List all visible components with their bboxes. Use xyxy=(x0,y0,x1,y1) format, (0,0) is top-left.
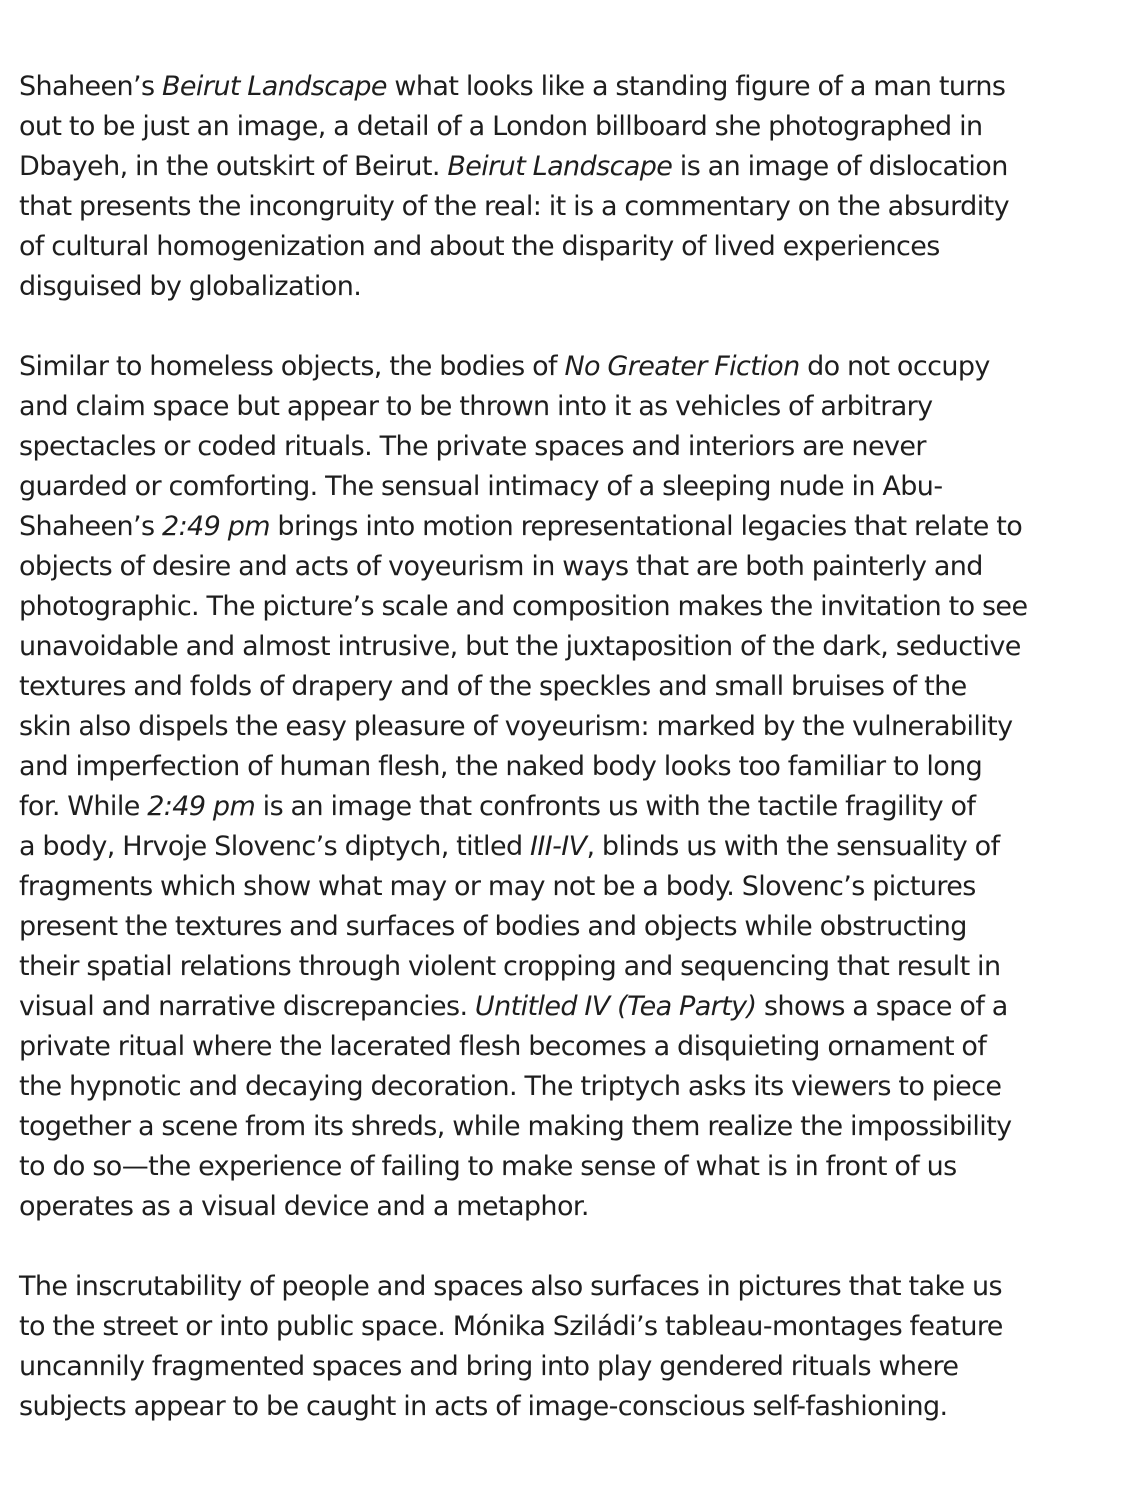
text-run: the hypnotic and decaying decoration. The triptych asks its viewers to piece xyxy=(19,1071,1002,1102)
text-line xyxy=(19,107,1113,147)
text-run: what looks like a standing figure of a man turns xyxy=(386,71,1006,102)
text-run: textures and folds of drapery and of the speckles and small bruises of the xyxy=(19,671,967,702)
text-run: private ritual where the lacerated flesh becomes a disquieting ornament of xyxy=(19,1031,987,1062)
text-run: unavoidable and almost intrusive, but the juxtaposition of the dark, seductive xyxy=(19,631,1021,662)
text-line xyxy=(19,667,1113,707)
text-run: together a scene from its shreds, while making them realize the impossibility xyxy=(19,1111,1012,1142)
text-run: visual and narrative discrepancies. xyxy=(19,991,475,1022)
text-line xyxy=(19,867,1113,907)
italic-title: III-IV xyxy=(529,831,587,862)
document-page xyxy=(19,67,1113,1467)
italic-title: Beirut Landscape xyxy=(161,71,387,102)
text-run: fragments which show what may or may not be a body. Slovenc’s pictures xyxy=(19,871,976,902)
text-run: is an image that confronts us with the tactile fragility of xyxy=(255,791,976,822)
text-line xyxy=(19,1147,1113,1187)
text-run: operates as a visual device and a metaphor. xyxy=(19,1191,589,1222)
text-line xyxy=(19,1067,1113,1107)
text-run: do not occupy xyxy=(799,351,990,382)
text-line xyxy=(19,787,1113,827)
italic-title: 2:49 pm xyxy=(161,511,270,542)
paragraph xyxy=(19,347,1113,1227)
paragraph xyxy=(19,67,1113,307)
text-run: brings into motion representational legacies that relate to xyxy=(269,511,1023,542)
text-line xyxy=(19,1347,1113,1387)
text-line xyxy=(19,587,1113,627)
italic-title: 2:49 pm xyxy=(147,791,256,822)
text-line xyxy=(19,67,1113,107)
text-run: of cultural homogenization and about the disparity of lived experiences xyxy=(19,231,940,262)
text-line xyxy=(19,1187,1113,1227)
text-run: , blinds us with the sensuality of xyxy=(586,831,1000,862)
text-line xyxy=(19,707,1113,747)
text-line xyxy=(19,347,1113,387)
text-run: uncannily fragmented spaces and bring into play gendered rituals where xyxy=(19,1351,959,1382)
text-line xyxy=(19,627,1113,667)
text-line xyxy=(19,1267,1113,1307)
text-run: present the textures and surfaces of bodies and objects while obstructing xyxy=(19,911,967,942)
text-run: a body, Hrvoje Slovenc’s diptych, titled xyxy=(19,831,530,862)
text-run: to the street or into public space. Mónika Sziládi’s tableau-montages feature xyxy=(19,1311,1003,1342)
text-line xyxy=(19,1027,1113,1067)
text-line xyxy=(19,1107,1113,1147)
text-run: and claim space but appear to be thrown into it as vehicles of arbitrary xyxy=(19,391,933,422)
text-run: The inscrutability of people and spaces also surfaces in pictures that take us xyxy=(19,1271,1002,1302)
text-run: Shaheen’s xyxy=(19,511,162,542)
italic-title: Beirut Landscape xyxy=(447,151,673,182)
italic-title: No Greater Fiction xyxy=(564,351,800,382)
text-line xyxy=(19,747,1113,787)
body-text xyxy=(19,67,1113,1427)
text-run: disguised by globalization. xyxy=(19,271,362,302)
text-run: Dbayeh, in the outskirt of Beirut. xyxy=(19,151,448,182)
text-line xyxy=(19,187,1113,227)
text-run: Similar to homeless objects, the bodies of xyxy=(19,351,565,382)
text-run: is an image of dislocation xyxy=(672,151,1008,182)
text-line xyxy=(19,227,1113,267)
text-run: out to be just an image, a detail of a London billboard she photographed in xyxy=(19,111,983,142)
text-run: to do so—the experience of failing to make sense of what is in front of us xyxy=(19,1151,957,1182)
text-run: that presents the incongruity of the real: it is a commentary on the absurdity xyxy=(19,191,1009,222)
text-run: subjects appear to be caught in acts of image-conscious self-fashioning. xyxy=(19,1391,948,1422)
text-line xyxy=(19,1387,1113,1427)
text-run: and imperfection of human flesh, the naked body looks too familiar to long xyxy=(19,751,983,782)
text-run: guarded or comforting. The sensual intimacy of a sleeping nude in Abu- xyxy=(19,471,943,502)
text-line xyxy=(19,907,1113,947)
text-line xyxy=(19,947,1113,987)
text-line xyxy=(19,147,1113,187)
text-line xyxy=(19,987,1113,1027)
text-line xyxy=(19,547,1113,587)
text-line xyxy=(19,467,1113,507)
text-run: photographic. The picture’s scale and composition makes the invitation to see xyxy=(19,591,1028,622)
text-line xyxy=(19,267,1113,307)
text-line xyxy=(19,427,1113,467)
text-run: Shaheen’s xyxy=(19,71,162,102)
text-run: spectacles or coded rituals. The private spaces and interiors are never xyxy=(19,431,926,462)
text-line xyxy=(19,1307,1113,1347)
text-line xyxy=(19,827,1113,867)
text-run: objects of desire and acts of voyeurism in ways that are both painterly and xyxy=(19,551,983,582)
text-line xyxy=(19,507,1113,547)
text-run: for. While xyxy=(19,791,148,822)
paragraph xyxy=(19,1267,1113,1427)
text-run: shows a space of a xyxy=(756,991,1008,1022)
italic-title: Untitled IV (Tea Party) xyxy=(474,991,757,1022)
text-run: their spatial relations through violent cropping and sequencing that result in xyxy=(19,951,1001,982)
text-line xyxy=(19,387,1113,427)
text-run: skin also dispels the easy pleasure of voyeurism: marked by the vulnerability xyxy=(19,711,1013,742)
